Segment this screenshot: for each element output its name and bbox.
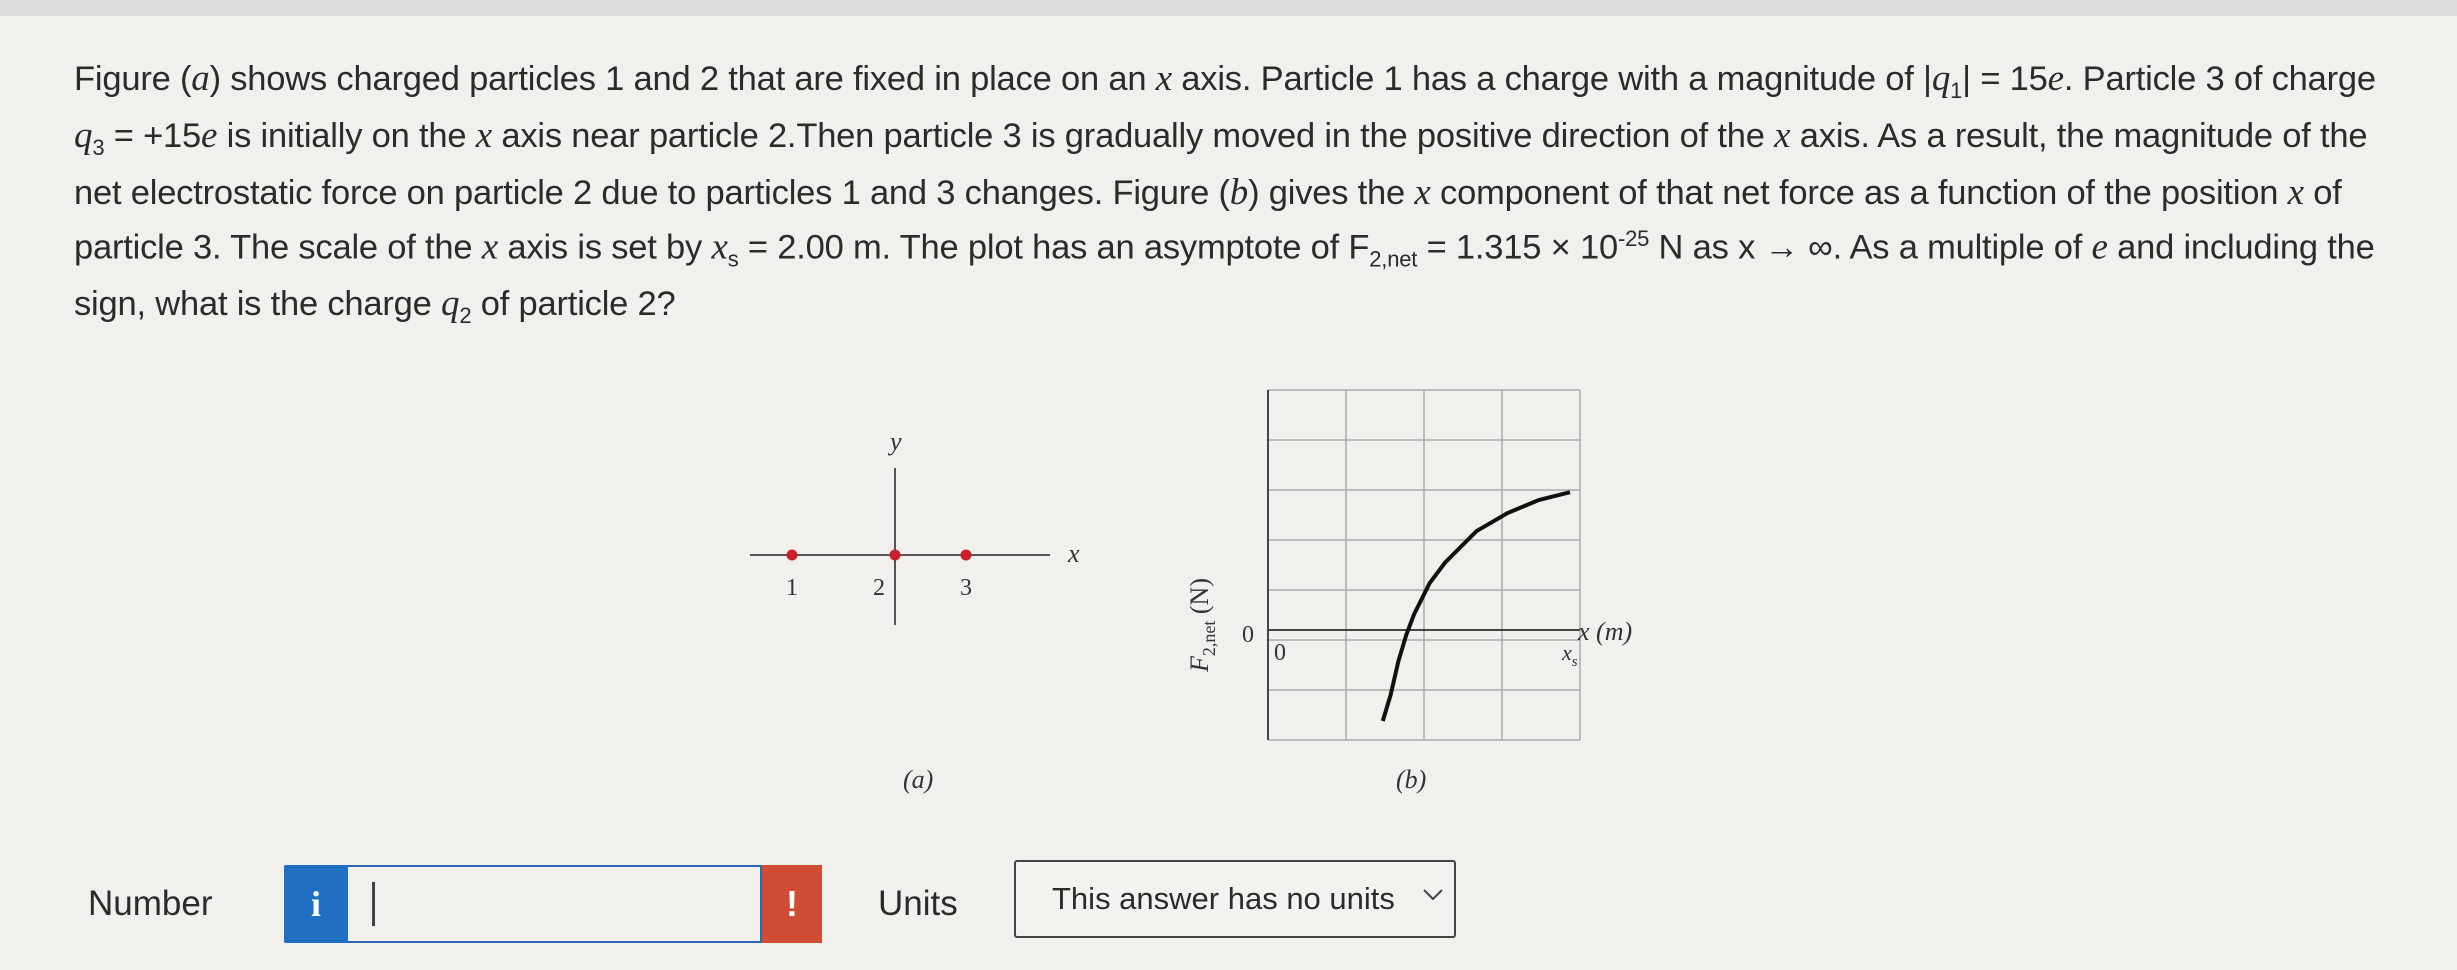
x-zero-label: 0 — [1274, 640, 1286, 666]
particle-2-label: 2 — [873, 575, 885, 601]
particle-3-label: 3 — [960, 575, 972, 601]
units-select-value: This answer has no units — [1052, 881, 1395, 916]
question-text: Figure (a) shows charged particles 1 and 2 that are fixed in place on an x axis. Particle 1 has a charge with a magnitude of $|q_1| = 15e$. Particle 3 of charge $q_3 = +15e$ is initially on the x axis near particle 2.Then particle 3 is gradually moved in the positive direction of the x axis. As a result, the magnitude of the net electrostatic force on particle 2 due to particles 1 and 3 changes. Figure (b) gives the x component of that net force as a function of the position x of particle 3. The scale of the x axis is set by $x_s = 2.00$ m. The plot has an asymptote of $F_{2,net} = 1.315 \times 10^{-25}$ N as x → ∞. As a multiple of e and including the sign, what is the charge $q_2$ of particle 2? — [74, 58, 2376, 329]
chevron-down-icon — [1422, 888, 1444, 902]
info-icon[interactable]: i — [284, 865, 348, 943]
units-label: Units — [878, 884, 958, 923]
units-select[interactable] — [1014, 860, 1456, 938]
text-caret — [372, 882, 375, 926]
particle-1 — [787, 550, 798, 561]
figure-b-chart — [1150, 380, 1690, 810]
force-curve — [1383, 492, 1570, 721]
figure-a — [740, 420, 1120, 810]
y-zero-label: 0 — [1242, 622, 1254, 648]
x-axis-label: x (m) — [1578, 617, 1633, 646]
top-band — [0, 0, 2457, 16]
number-label: Number — [88, 884, 213, 923]
y-axis-label: $F_{2,net}$ (N) — [1185, 578, 1219, 672]
figure-a-caption: (a) — [903, 765, 934, 794]
y-axis-label: y — [890, 427, 902, 456]
xs-tick-label: $x_s$ — [1562, 640, 1578, 670]
number-input[interactable] — [348, 865, 762, 943]
answer-row — [0, 860, 2457, 950]
particle-2 — [890, 550, 901, 561]
x-axis-label: x — [1068, 539, 1080, 568]
alert-icon[interactable]: ! — [762, 865, 822, 943]
particle-1-label: 1 — [786, 575, 798, 601]
figure-b-caption: (b) — [1396, 765, 1427, 794]
chart-grid — [1268, 390, 1580, 740]
particle-3 — [961, 550, 972, 561]
